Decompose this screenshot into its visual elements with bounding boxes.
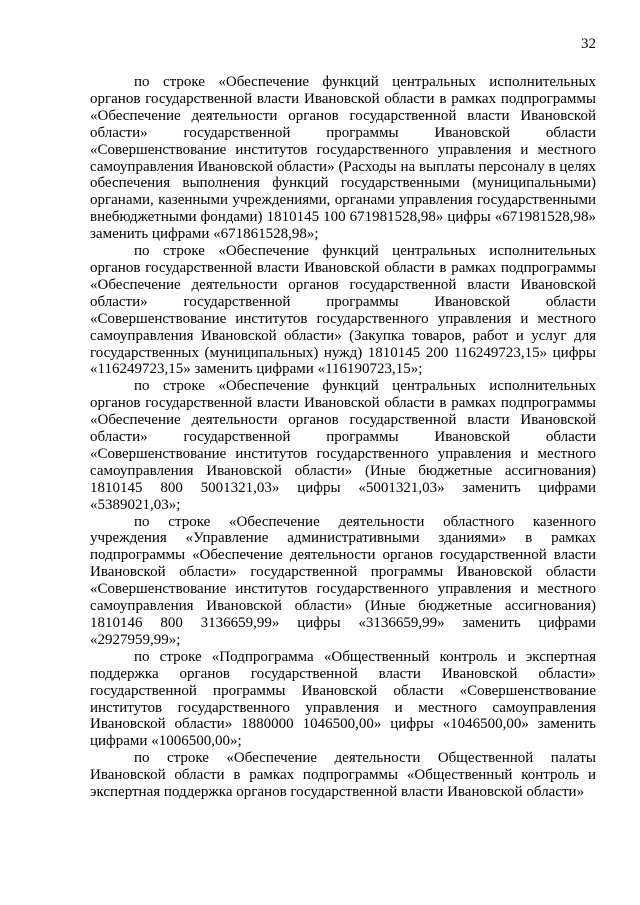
document-body bbox=[90, 74, 596, 801]
paragraph-2: по строке «Обеспечение функций центральных исполнительных органов государственной власти Ивановской области в рамках подпрограммы «Обеспечение деятельности органов государственной власти Ивановской области» государственной программы Ивановской области «Совершенствование институтов государственного управления и местного самоуправления Ивановской области» (Закупка товаров, работ и услуг для государственных (муниципальных) нужд) 1810145 200 116249723,15» цифры «116249723,15» заменить цифрами «116190723,15»; bbox=[90, 243, 596, 378]
page-number: 32 bbox=[581, 36, 596, 52]
paragraph-5: по строке «Подпрограмма «Общественный контроль и экспертная поддержка органов государственной власти Ивановской области» государственной программы Ивановской области «Совершенствование институтов государственного управления и местного самоуправления Ивановской области» 1880000 1046500,00» цифры «1046500,00» заменить цифрами «1006500,00»; bbox=[90, 648, 596, 750]
paragraph-6: по строке «Обеспечение деятельности Общественной палаты Ивановской области в рамках подпрограммы «Общественный контроль и экспертная поддержка органов государственной власти Ивановской области» bbox=[90, 750, 596, 801]
paragraph-1: по строке «Обеспечение функций центральных исполнительных органов государственной власти Ивановской области в рамках подпрограммы «Обеспечение деятельности органов государственной власти Ивановской области» государственной программы Ивановской области «Совершенствование институтов государственного управления и местного самоуправления Ивановской области» (Расходы на выплаты персоналу в целях обеспечения выполнения функций государственными (муниципальными) органами, казенными учреждениями, органами управления государственными внебюджетными фондами) 1810145 100 671981528,98» цифры «671981528,98» заменить цифрами «671861528,98»; bbox=[90, 74, 596, 243]
paragraph-4: по строке «Обеспечение деятельности областного казенного учреждения «Управление административными зданиями» в рамках подпрограммы «Обеспечение деятельности органов государственной власти Ивановской области» государственной программы Ивановской области «Совершенствование институтов государственного управления и местного самоуправления Ивановской области» (Иные бюджетные ассигнования) 1810146 800 3136659,99» цифры «3136659,99» заменить цифрами «2927959,99»; bbox=[90, 513, 596, 648]
paragraph-3: по строке «Обеспечение функций центральных исполнительных органов государственной власти Ивановской области в рамках подпрограммы «Обеспечение деятельности органов государственной власти Ивановской области» государственной программы Ивановской области «Совершенствование институтов государственного управления и местного самоуправления Ивановской области» (Иные бюджетные ассигнования) 1810145 800 5001321,03» цифры «5001321,03» заменить цифрами «5389021,03»; bbox=[90, 378, 596, 513]
